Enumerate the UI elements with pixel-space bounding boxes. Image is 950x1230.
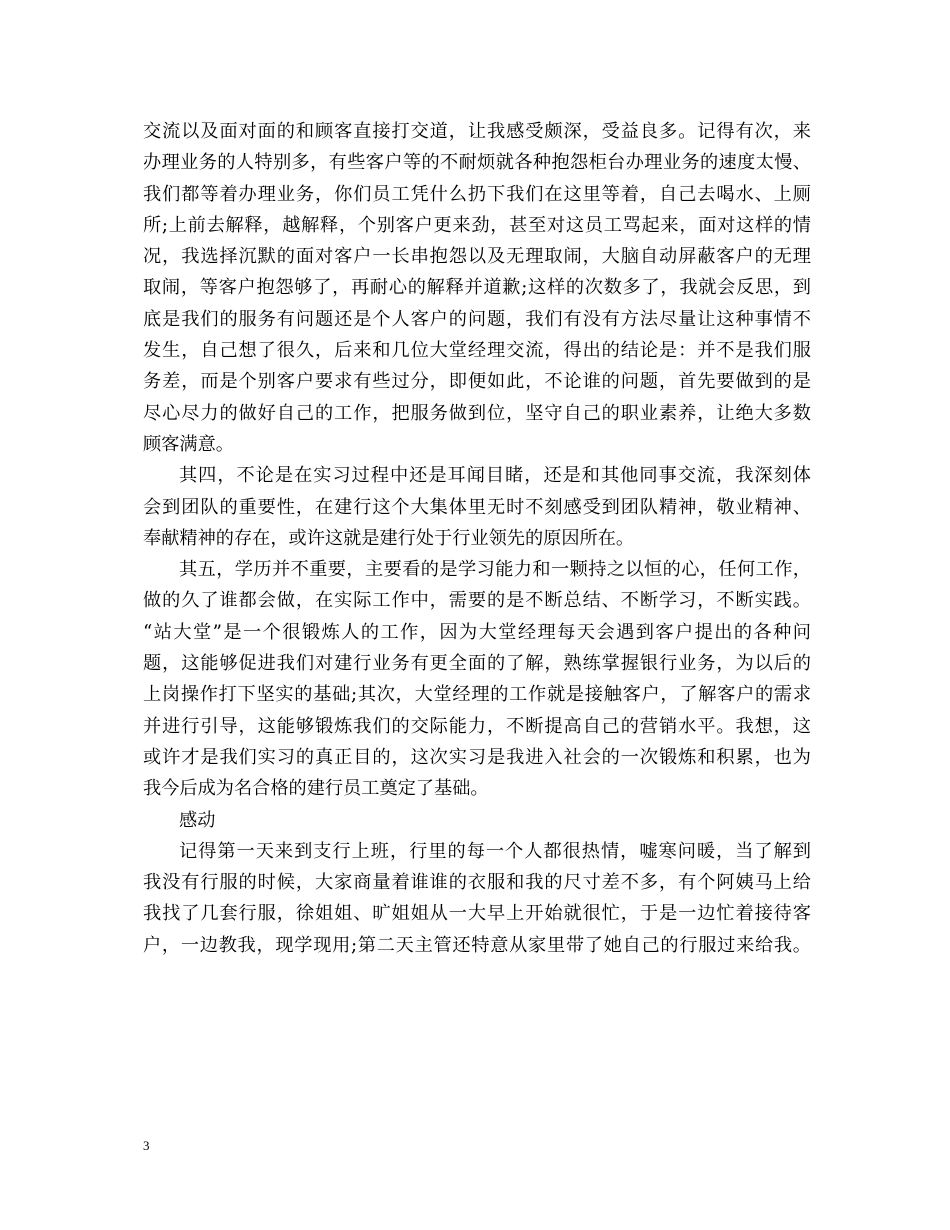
text-line: 上岗操作打下坚实的基础;其次，大堂经理的工作就是接触客户，了解客户的需求 <box>143 684 811 706</box>
text-line: 我们都等着办理业务，你们员工凭什么扔下我们在这里等着，自己去喝水、上厕 <box>143 183 811 205</box>
text-line: 尽心尽力的做好自己的工作，把服务做到位，坚守自己的职业素养，让绝大多数 <box>143 402 811 424</box>
page-number: 3 <box>143 1138 150 1153</box>
text-line: 我今后成为名合格的建行员工奠定了基础。 <box>143 778 489 800</box>
text-line: 务差，而是个别客户要求有些过分，即便如此，不论谁的问题，首先要做到的是 <box>143 371 811 393</box>
text-line: 其五，学历并不重要，主要看的是学习能力和一颗持之以恒的心，任何工作， <box>179 559 811 581</box>
text-line: 办理业务的人特别多，有些客户等的不耐烦就各种抱怨柜台办理业务的速度太慢、 <box>143 152 811 174</box>
text-line: 我找了几套行服，徐姐姐、旷姐姐从一大早上开始就很忙，于是一边忙着接待客 <box>143 903 811 925</box>
text-line: 发生，自己想了很久，后来和几位大堂经理交流，得出的结论是：并不是我们服 <box>143 340 811 362</box>
text-line: 取闹，等客户抱怨够了，再耐心的解释并道歉;这样的次数多了，我就会反思，到 <box>143 277 811 299</box>
text-line: 顾客满意。 <box>143 433 234 455</box>
text-line: 我没有行服的时候，大家商量着谁谁的衣服和我的尺寸差不多，有个阿姨马上给 <box>143 872 811 894</box>
text-line: 题，这能够促进我们对建行业务有更全面的了解，熟练掌握银行业务，为以后的 <box>143 653 811 675</box>
text-line: 交流以及面对面的和顾客直接打交道，让我感受颇深，受益良多。记得有次，来 <box>143 121 811 142</box>
text-line: 户，一边教我，现学现用;第二天主管还特意从家里带了她自己的行服过来给我。 <box>143 934 811 956</box>
text-line: 或许才是我们实习的真正目的，这次实习是我进入社会的一次锻炼和积累，也为 <box>143 746 811 768</box>
text-line: 记得第一天来到支行上班，行里的每一个人都很热情，嘘寒问暖，当了解到 <box>179 840 811 862</box>
body-text <box>143 116 811 961</box>
section-heading: 感动 <box>179 809 216 831</box>
text-line: 并进行引导，这能够锻炼我们的交际能力，不断提高自己的营销水平。我想，这 <box>143 715 811 737</box>
text-line: 底是我们的服务有问题还是个人客户的问题，我们有没有方法尽量让这种事情不 <box>143 308 811 330</box>
text-line: 做的久了谁都会做，在实际工作中，需要的是不断总结、不断学习，不断实践。 <box>143 590 811 612</box>
text-line: 况，我选择沉默的面对客户一长串抱怨以及无理取闹，大脑自动屏蔽客户的无理 <box>143 246 811 268</box>
text-line: 奉献精神的存在，或许这就是建行处于行业领先的原因所在。 <box>143 527 635 549</box>
text-line: 会到团队的重要性，在建行这个大集体里无时不刻感受到团队精神，敬业精神、 <box>143 496 811 518</box>
text-line: 其四，不论是在实习过程中还是耳闻目睹，还是和其他同事交流，我深刻体 <box>179 465 811 487</box>
text-line: “站大堂”是一个很锻炼人的工作，因为大堂经理每天会遇到客户提出的各种问 <box>143 621 811 643</box>
text-line: 所;上前去解释，越解释，个别客户更来劲，甚至对这员工骂起来，面对这样的情 <box>143 214 811 236</box>
